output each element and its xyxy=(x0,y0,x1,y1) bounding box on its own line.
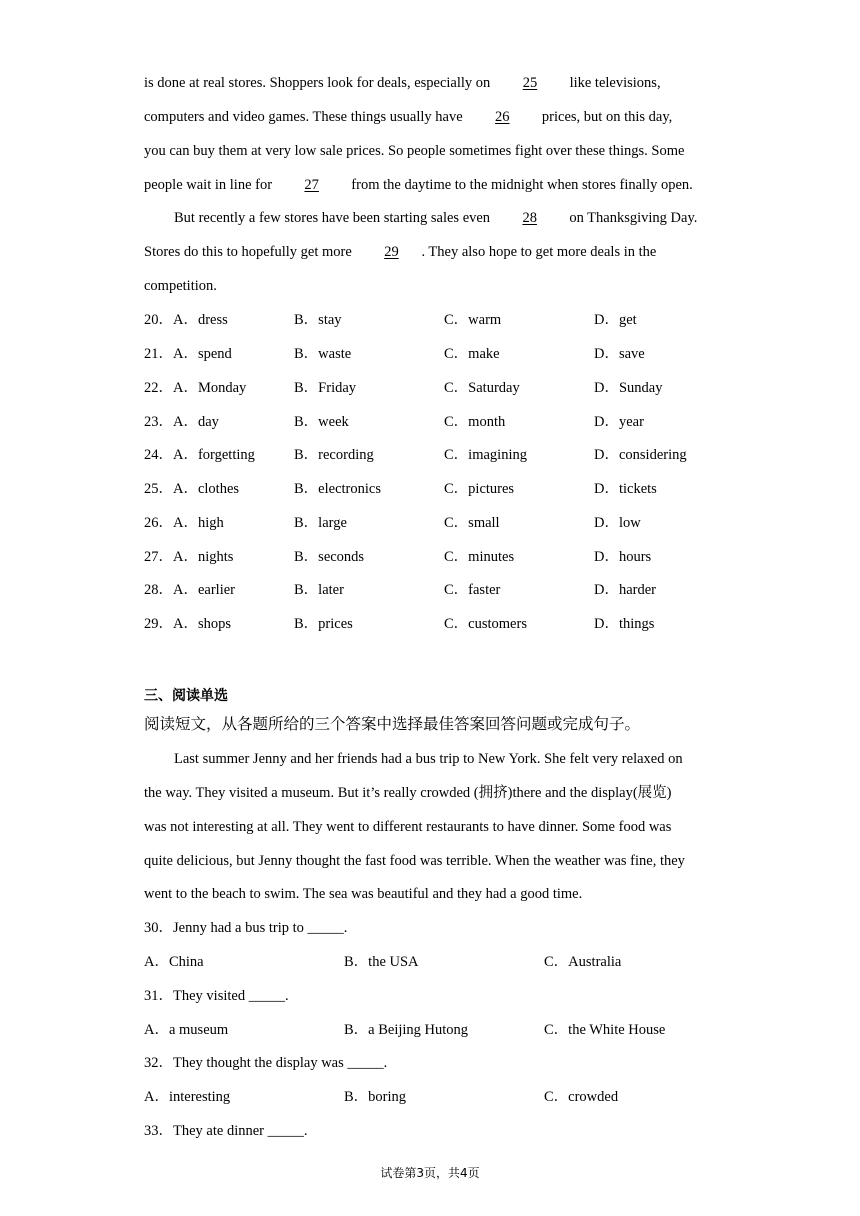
option-d[interactable]: D．tickets xyxy=(594,481,657,497)
option-text: A．Monday xyxy=(173,380,247,396)
reading-line: the way. They visited a museum. But it’s really crowded (拥挤)there and the display(展览) xyxy=(144,785,672,801)
option-b[interactable]: B．a Beijing Hutong xyxy=(344,1022,469,1038)
option-b[interactable]: B．boring xyxy=(344,1089,407,1105)
reading-line: quite delicious, but Jenny thought the fast food was terrible. When the weather was fine, they xyxy=(144,853,685,869)
section-title: 三、阅读单选 xyxy=(144,688,228,704)
passage-line-4 xyxy=(144,176,724,194)
option-d[interactable]: D．save xyxy=(594,346,645,362)
section-instruction: 阅读短文，从各题所给的三个答案中选择最佳答案回答问题或完成句子。 xyxy=(144,715,641,733)
option-b[interactable]: B．later xyxy=(294,582,344,598)
reading-line: was not interesting at all. They went to different restaurants to have dinner. Some food was xyxy=(144,819,672,835)
passage-line-1 xyxy=(144,74,724,92)
question-number: 22． xyxy=(144,380,173,396)
option-b[interactable]: B．Friday xyxy=(294,380,357,396)
question-number: 29． xyxy=(144,616,173,632)
option-a[interactable] xyxy=(144,379,246,397)
text: But recently a few stores have been starting sales even xyxy=(174,210,491,226)
option-text: A．high xyxy=(173,515,224,531)
blank-29: 29 xyxy=(384,244,399,260)
option-c[interactable]: C．customers xyxy=(444,616,527,632)
question-number: 25． xyxy=(144,481,173,497)
question-stem-30: 30．Jenny had a bus trip to _____. xyxy=(144,920,348,936)
option-a[interactable]: A．a museum xyxy=(144,1022,229,1038)
option-d[interactable]: D．year xyxy=(594,414,644,430)
passage-line-3: you can buy them at very low sale prices. So people sometimes fight over these things. Some xyxy=(144,143,685,159)
option-a[interactable] xyxy=(144,514,224,532)
option-a[interactable] xyxy=(144,548,233,566)
question-number: 27． xyxy=(144,549,173,565)
text: on Thanksgiving Day. xyxy=(569,210,698,226)
blank-28: 28 xyxy=(522,210,537,226)
option-b[interactable]: B．the USA xyxy=(344,954,419,970)
passage-line-2 xyxy=(144,108,724,126)
question-number: 21． xyxy=(144,346,173,362)
question-number: 28． xyxy=(144,582,173,598)
reading-line: Last summer Jenny and her friends had a bus trip to New York. She felt very relaxed on xyxy=(174,751,683,767)
text: computers and video games. These things usually have xyxy=(144,109,463,125)
option-c[interactable]: C．month xyxy=(444,414,506,430)
option-b[interactable]: B．seconds xyxy=(294,549,365,565)
reading-line: went to the beach to swim. The sea was beautiful and they had a good time. xyxy=(144,886,583,902)
option-b[interactable]: B．large xyxy=(294,515,347,531)
passage-line-6 xyxy=(144,243,724,261)
option-a[interactable]: A．China xyxy=(144,954,204,970)
text: from the daytime to the midnight when stores finally open. xyxy=(351,177,693,193)
option-d[interactable]: D．hours xyxy=(594,549,652,565)
option-text: A．forgetting xyxy=(173,447,255,463)
blank-27: 27 xyxy=(304,177,319,193)
option-c[interactable]: C．small xyxy=(444,515,500,531)
option-a[interactable] xyxy=(144,413,219,431)
option-d[interactable]: D．Sunday xyxy=(594,380,663,396)
question-stem-32: 32．They thought the display was _____. xyxy=(144,1055,388,1071)
option-a[interactable] xyxy=(144,581,235,599)
option-a[interactable] xyxy=(144,345,232,363)
question-stem-31: 31．They visited _____. xyxy=(144,988,289,1004)
option-a[interactable] xyxy=(144,446,255,464)
option-b[interactable]: B．waste xyxy=(294,346,352,362)
text: Stores do this to hopefully get more xyxy=(144,244,352,260)
page-footer: 试卷第3页，共4页 xyxy=(380,1166,480,1180)
option-c[interactable]: C．warm xyxy=(444,312,502,328)
question-number: 20． xyxy=(144,312,173,328)
option-text: A．shops xyxy=(173,616,232,632)
option-text: A．spend xyxy=(173,346,232,362)
option-a[interactable] xyxy=(144,615,231,633)
option-c[interactable]: C．minutes xyxy=(444,549,515,565)
option-c[interactable]: C．faster xyxy=(444,582,501,598)
option-text: A．day xyxy=(173,414,219,430)
option-a[interactable] xyxy=(144,311,228,329)
question-number: 26． xyxy=(144,515,173,531)
option-d[interactable]: D．low xyxy=(594,515,641,531)
option-d[interactable]: D．things xyxy=(594,616,655,632)
text: people wait in line for xyxy=(144,177,273,193)
option-c[interactable]: C．Saturday xyxy=(444,380,520,396)
option-b[interactable]: B．prices xyxy=(294,616,353,632)
option-c[interactable]: C．pictures xyxy=(444,481,515,497)
text: like televisions, xyxy=(569,75,661,91)
option-c[interactable]: C．Australia xyxy=(544,954,622,970)
blank-25: 25 xyxy=(522,75,538,91)
option-a[interactable]: A．interesting xyxy=(144,1089,231,1105)
text: prices, but on this day, xyxy=(541,109,673,125)
passage-line-7: competition. xyxy=(144,278,217,294)
option-d[interactable]: D．get xyxy=(594,312,637,328)
option-b[interactable]: B．stay xyxy=(294,312,342,328)
option-a[interactable] xyxy=(144,480,239,498)
text: is done at real stores. Shoppers look for deals, especially on xyxy=(144,75,491,91)
question-number: 23． xyxy=(144,414,173,430)
passage-line-5 xyxy=(174,209,754,227)
option-c[interactable]: C．the White House xyxy=(544,1022,666,1038)
option-c[interactable]: C．crowded xyxy=(544,1089,619,1105)
option-b[interactable]: B．week xyxy=(294,414,349,430)
option-c[interactable]: C．imagining xyxy=(444,447,527,463)
option-b[interactable]: B．recording xyxy=(294,447,374,463)
option-text: A．dress xyxy=(173,312,228,328)
blank-26: 26 xyxy=(495,109,510,125)
option-d[interactable]: D．considering xyxy=(594,447,687,463)
question-number: 24． xyxy=(144,447,173,463)
option-c[interactable]: C．make xyxy=(444,346,500,362)
option-text: A．clothes xyxy=(173,481,240,497)
text: . They also hope to get more deals in the xyxy=(421,244,657,260)
question-stem-33: 33．They ate dinner _____. xyxy=(144,1123,308,1139)
option-text: A．nights xyxy=(173,549,234,565)
option-d[interactable]: D．harder xyxy=(594,582,657,598)
option-b[interactable]: B．electronics xyxy=(294,481,381,497)
option-text: A．earlier xyxy=(173,582,235,598)
